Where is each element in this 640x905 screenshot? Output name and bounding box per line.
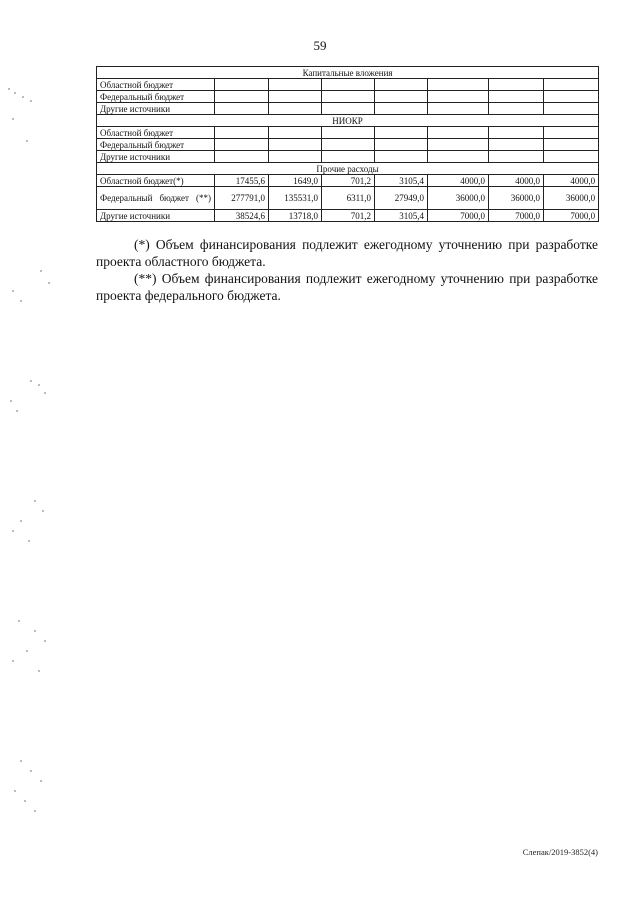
footnote-regional: (*) Объем финансирования подлежит ежегодному уточнению при разработке проекта областного бюджета.: [96, 237, 598, 269]
table-cell: [428, 151, 489, 163]
table-cell: [322, 139, 375, 151]
table-cell: 3105,4: [375, 175, 428, 187]
scan-speck: [16, 410, 18, 412]
table-cell: [489, 139, 544, 151]
document-footer-code: Слепак/2019-3852(4): [522, 847, 598, 857]
section-header-row: [97, 115, 599, 127]
table-cell: [375, 79, 428, 91]
scan-speck: [38, 384, 40, 386]
scan-speck: [12, 290, 14, 292]
row-label: Другие источники: [97, 103, 215, 115]
section-header-row: [97, 67, 599, 79]
table-cell: [489, 79, 544, 91]
table-cell: 4000,0: [489, 175, 544, 187]
scan-speck: [34, 500, 36, 502]
table-cell: [544, 79, 599, 91]
table-cell: [322, 127, 375, 139]
table-cell: [215, 127, 269, 139]
row-label: Областной бюджет(*): [97, 175, 215, 187]
row-label: Другие источники: [97, 151, 215, 163]
table-cell: [544, 151, 599, 163]
table-cell: [269, 127, 322, 139]
row-label: Областной бюджет: [97, 127, 215, 139]
table-cell: [428, 127, 489, 139]
table-cell: [375, 127, 428, 139]
table-row: [97, 127, 599, 139]
financing-table: [96, 66, 599, 222]
scan-speck: [12, 530, 14, 532]
table-cell: 701,2: [322, 210, 375, 222]
section-header-row: [97, 163, 599, 175]
table-cell: 6311,0: [322, 187, 375, 210]
table-cell: 7000,0: [544, 210, 599, 222]
scan-speck: [48, 282, 50, 284]
table-cell: 4000,0: [544, 175, 599, 187]
table-cell: 17455,6: [215, 175, 269, 187]
row-label: Другие источники: [97, 210, 215, 222]
table-cell: [489, 91, 544, 103]
table-cell: [428, 79, 489, 91]
scan-speck: [14, 92, 16, 94]
table-cell: 4000,0: [428, 175, 489, 187]
scan-speck: [20, 520, 22, 522]
table-cell: [215, 151, 269, 163]
scan-speck: [22, 96, 24, 98]
table-row: [97, 139, 599, 151]
table-cell: 36000,0: [489, 187, 544, 210]
table-cell: [269, 139, 322, 151]
table-cell: [215, 139, 269, 151]
scan-speck: [44, 392, 46, 394]
scan-speck: [38, 670, 40, 672]
scan-speck: [24, 800, 26, 802]
table-cell: [375, 139, 428, 151]
table-cell: [375, 91, 428, 103]
table-cell: 27949,0: [375, 187, 428, 210]
scan-speck: [20, 300, 22, 302]
section-title: Капитальные вложения: [97, 67, 599, 79]
scan-speck: [30, 380, 32, 382]
table-cell: [322, 91, 375, 103]
row-label: Федеральный бюджет: [97, 139, 215, 151]
scan-speck: [14, 790, 16, 792]
table-cell: [215, 79, 269, 91]
table-cell: [428, 139, 489, 151]
scan-speck: [8, 88, 10, 90]
table-cell: [544, 127, 599, 139]
table-cell: [489, 103, 544, 115]
table-row: [97, 79, 599, 91]
table-cell: [269, 79, 322, 91]
row-label: Областной бюджет: [97, 79, 215, 91]
scan-speck: [40, 270, 42, 272]
table-row: [97, 91, 599, 103]
row-label: Федеральный бюджет (**): [97, 187, 215, 210]
table-row: [97, 151, 599, 163]
table-cell: 7000,0: [489, 210, 544, 222]
scan-speck: [12, 118, 14, 120]
scan-speck: [44, 640, 46, 642]
table-cell: 1649,0: [269, 175, 322, 187]
table-cell: [428, 91, 489, 103]
table-cell: [215, 103, 269, 115]
scan-speck: [28, 540, 30, 542]
scan-speck: [10, 400, 12, 402]
table-cell: 7000,0: [428, 210, 489, 222]
table-cell: 38524,6: [215, 210, 269, 222]
scan-speck: [34, 630, 36, 632]
table-cell: [544, 91, 599, 103]
table-cell: [322, 151, 375, 163]
table-cell: [269, 151, 322, 163]
section-title: Прочие расходы: [97, 163, 599, 175]
scan-speck: [40, 780, 42, 782]
table-cell: [322, 103, 375, 115]
table-row: [97, 210, 599, 222]
table-cell: 36000,0: [428, 187, 489, 210]
table-cell: [375, 103, 428, 115]
table-cell: [489, 151, 544, 163]
scan-speck: [26, 140, 28, 142]
table-cell: 701,2: [322, 175, 375, 187]
scan-speck: [30, 770, 32, 772]
section-title: НИОКР: [97, 115, 599, 127]
table-row: [97, 187, 599, 210]
scan-speck: [12, 660, 14, 662]
scan-speck: [18, 620, 20, 622]
table-cell: 277791,0: [215, 187, 269, 210]
table-row: [97, 103, 599, 115]
table-cell: [544, 103, 599, 115]
scan-speck: [20, 760, 22, 762]
table-cell: 3105,4: [375, 210, 428, 222]
scan-speck: [34, 810, 36, 812]
page-number: 59: [313, 38, 327, 53]
table-cell: 36000,0: [544, 187, 599, 210]
table-cell: [428, 103, 489, 115]
footnote-federal: (**) Объем финансирования подлежит ежегодному уточнению при разработке проекта федерального бюджета.: [96, 271, 598, 303]
table-cell: [269, 103, 322, 115]
footnotes: [96, 236, 598, 304]
scan-speck: [26, 650, 28, 652]
table-cell: [489, 127, 544, 139]
scan-speck: [30, 100, 32, 102]
table-cell: [215, 91, 269, 103]
table-cell: 13718,0: [269, 210, 322, 222]
scan-margin-noise: [0, 0, 60, 905]
scan-speck: [42, 510, 44, 512]
table-cell: [375, 151, 428, 163]
row-label: Федеральный бюджет: [97, 91, 215, 103]
table-cell: 135531,0: [269, 187, 322, 210]
table-cell: [322, 79, 375, 91]
table-cell: [544, 139, 599, 151]
table-cell: [269, 91, 322, 103]
table-row: [97, 175, 599, 187]
